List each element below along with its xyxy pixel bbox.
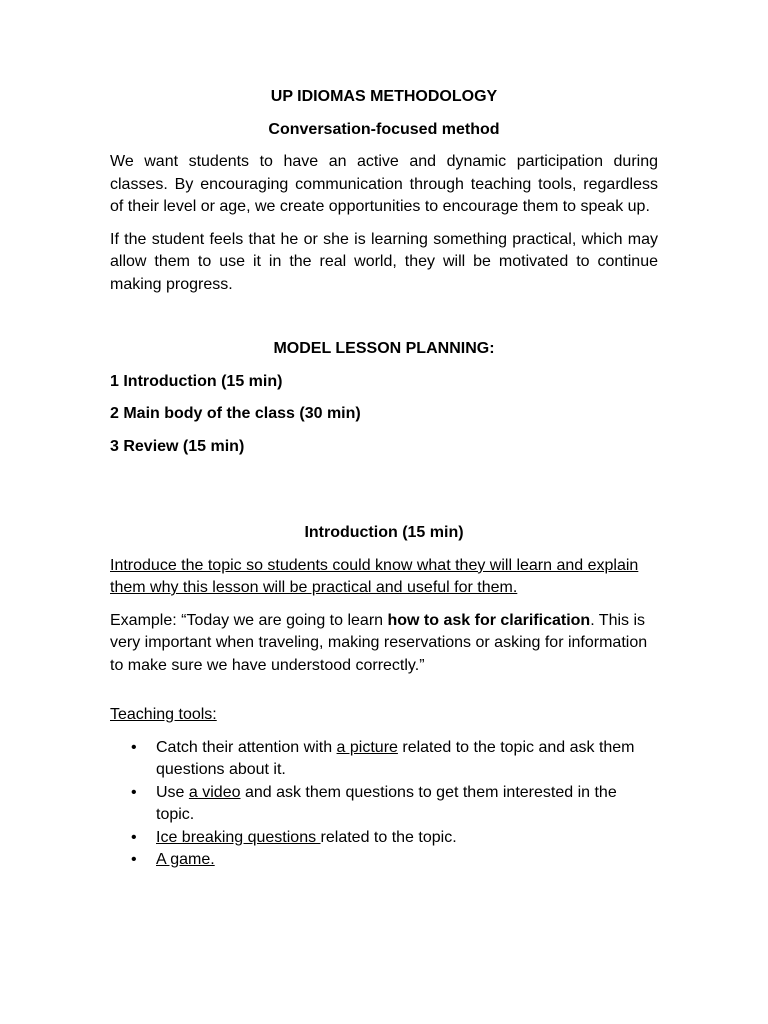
lesson-step-introduction: 1 Introduction (15 min): [110, 372, 283, 390]
example-prefix: Example: “Today we are going to learn: [110, 611, 388, 629]
bullet-icon: •: [131, 783, 137, 801]
tool-text-after: related to the topic and ask them questions about it.: [156, 738, 635, 778]
example-paragraph: [110, 610, 658, 678]
lesson-step-main-body: 2 Main body of the class (30 min): [110, 405, 361, 422]
list-item: [110, 827, 658, 850]
lesson-step-review: 3 Review (15 min): [110, 437, 245, 455]
tool-link-video: a video: [188, 783, 241, 801]
bullet-icon: •: [131, 828, 137, 846]
list-item: [110, 737, 658, 782]
tool-link-ice-breaking: Ice breaking questions: [156, 828, 321, 846]
introduction-instruction: [110, 555, 658, 600]
teaching-tools-label: Teaching tools:: [110, 706, 217, 723]
list-item: [110, 849, 658, 872]
document-page: [110, 86, 658, 872]
tool-link-picture: a picture: [336, 738, 398, 756]
example-highlight: how to ask for clarification: [387, 611, 591, 629]
bullet-icon: •: [131, 738, 137, 756]
teaching-tools-list: [110, 737, 658, 872]
tool-text-after: and ask them questions to get them interested in the topic.: [156, 783, 617, 823]
tool-text-before: Catch their attention with: [156, 738, 337, 756]
intro-paragraph-1: We want students to have an active and dynamic participation during classes. By encouraging communication through teaching tools, regardless of their level or age, we create opportunities to encourage them to speak up.: [110, 153, 658, 215]
tool-link-game: A game.: [156, 851, 215, 868]
introduction-section-heading: Introduction (15 min): [304, 524, 464, 541]
tool-text-after: related to the topic.: [320, 828, 457, 846]
document-subtitle: Conversation-focused method: [268, 120, 500, 138]
list-item: [110, 782, 658, 827]
document-title: UP IDIOMAS METHODOLOGY: [270, 88, 498, 105]
tool-text-before: Use: [156, 783, 189, 801]
introduction-instruction-text: Introduce the topic so students could know what they will learn and explain them why this lesson will be practical and useful for them.: [110, 556, 639, 596]
intro-paragraph-2: If the student feels that he or she is learning something practical, which may allow them to use it in the real world, they will be motivated to continue making progress.: [110, 230, 658, 293]
teaching-tools-label-line: [110, 704, 658, 727]
example-suffix: . This is very important when traveling, making reservations or asking for information to make sure we have understood correctly.”: [110, 611, 648, 674]
bullet-icon: •: [131, 851, 137, 868]
lesson-planning-heading: MODEL LESSON PLANNING:: [273, 340, 495, 357]
